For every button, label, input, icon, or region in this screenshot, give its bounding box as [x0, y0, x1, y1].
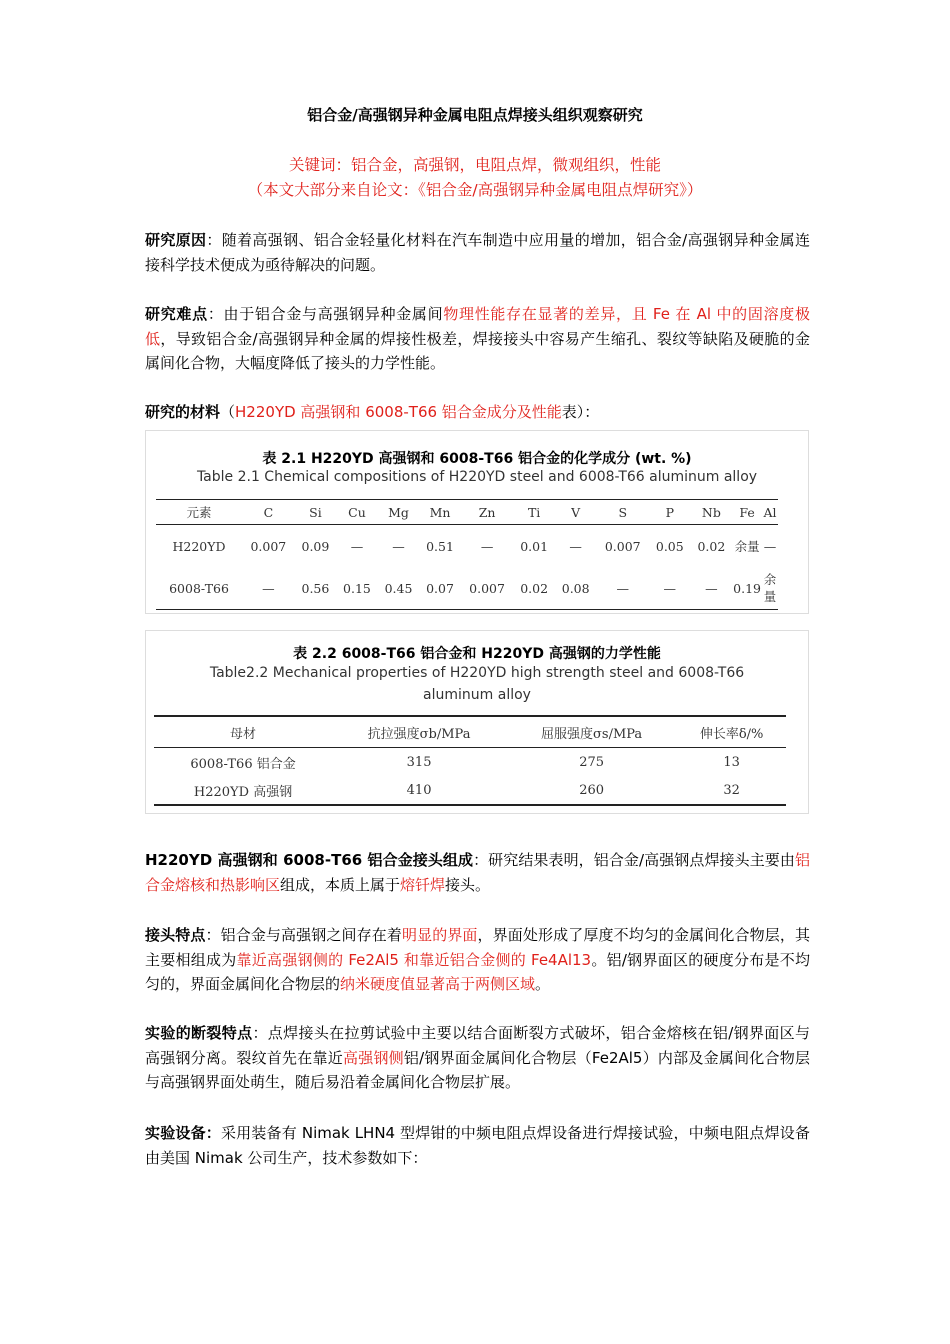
table1-caption-cn: 表 2.1 H220YD 高强钢和 6008-T66 铝合金的化学成分 (wt. %): [262, 451, 692, 467]
table-row: [154, 748, 786, 777]
fracture-label: 实验的断裂特点: [145, 1024, 253, 1042]
table1-cell: —: [691, 567, 733, 610]
table-row: [154, 776, 786, 805]
table1-cell: 0.007: [461, 567, 514, 610]
table1-cell: 0.51: [426, 538, 454, 554]
research-reason: [145, 228, 810, 277]
table1-cell: 余量: [762, 567, 778, 610]
table2-caption-en: Table2.2 Mechanical properties of H220YD high strength steel and 6008-T66: [209, 665, 745, 681]
features-label: 接头特点: [145, 926, 206, 944]
table2-caption-cn: 表 2.2 6008-T66 铝合金和 H220YD 高强钢的力学性能: [293, 646, 661, 662]
difficulty-text-2: ，导致铝合金/高强钢异种金属的焊接性极差，焊接接头中容易产生缩孔、裂纹等缺陷及硬脆的金属间化合物，大幅度降低了接头的力学性能。: [145, 329, 810, 372]
table1-cell: —: [350, 538, 364, 554]
table1-caption-en: Table 2.1 Chemical compositions of H220YD steel and 6008-T66 aluminum alloy: [196, 469, 758, 485]
composition-label: H220YD 高强钢和 6008-T66 铝合金接头组成: [145, 851, 474, 869]
materials-label: 研究的材料: [145, 403, 221, 421]
table-2-2-image: [145, 630, 809, 814]
table2-header-cell: 屈服强度σs/MPa: [506, 716, 677, 748]
page-title: 铝合金/高强钢异种金属电阻点焊接头组织观察研究: [307, 106, 643, 124]
table1-cell: 0.07: [419, 567, 461, 610]
materials-text-2: 表）：: [561, 403, 600, 421]
table2-header-cell: 伸长率δ/%: [677, 716, 786, 748]
source-note: （本文大部分来自论文：《铝合金/高强钢异种金属电阻点焊研究》）: [247, 181, 703, 199]
table1-header-cell: Mn: [419, 500, 461, 525]
table1-cell: —: [569, 538, 582, 554]
features-text: ：铝合金与高强钢之间存在着: [205, 926, 402, 944]
features-highlight-3: 纳米硬度值显著高于两侧区域: [340, 975, 536, 993]
table2-cell: 410: [332, 776, 506, 805]
keywords: 关键词：铝合金，高强钢，电阻点焊，微观组织，性能: [288, 156, 661, 174]
difficulty-label: 研究难点: [145, 305, 208, 323]
reason-label: 研究原因: [145, 231, 207, 249]
composition-highlight-2: 熔钎焊: [400, 875, 446, 894]
fracture-text: ：点焊接头在拉剪试验中主要以结合面断裂方式破坏，铝合金熔核在铝/钢界面区与高强钢分离。裂纹首先在靠近: [145, 1024, 810, 1067]
table1-cell: —: [242, 567, 295, 610]
table1-cell: 0.15: [336, 567, 378, 610]
table1-header-cell: 元素: [156, 500, 242, 525]
table1-cell: 0.02: [697, 538, 726, 554]
table1-cell: 0.08: [555, 567, 597, 610]
composition-text: ：研究结果表明，铝合金/高强钢点焊接头主要由: [473, 851, 795, 869]
table1-cell: —: [649, 567, 691, 610]
table1-cell: 6008-T66: [156, 567, 242, 610]
equipment: [145, 1121, 810, 1170]
research-materials: [145, 400, 810, 425]
table2-cell: 275: [579, 754, 605, 770]
table1-cell: 0.09: [301, 538, 330, 554]
table1-cell: 0.45: [378, 567, 420, 610]
table2-cell: 13: [723, 754, 740, 770]
table1-cell: H220YD: [172, 538, 226, 554]
table1-cell: —: [763, 538, 777, 554]
table1-cell: —: [392, 538, 405, 554]
table1-header-cell: Ti: [513, 500, 555, 525]
difficulty-text: ：由于铝合金与高强钢异种金属间: [207, 305, 444, 323]
features-highlight: 明显的界面: [401, 926, 478, 944]
table1-header-cell: Zn: [461, 500, 514, 525]
materials-highlight: H220YD 高强钢和 6008-T66 铝合金成分及性能: [235, 403, 562, 421]
table1-cell: 0.56: [295, 567, 337, 610]
features-text-2: ，界面处形成了厚度不均匀的金属间化合物层，其主要相组成为: [145, 926, 810, 969]
fracture-features: [145, 1021, 810, 1095]
equipment-label: 实验设备：: [145, 1124, 221, 1142]
difficulty-highlight: 物理性能存在显著的差异，且 Fe 在 Al 中的固溶度极低: [145, 305, 810, 348]
table1-cell: 余量: [734, 538, 760, 554]
table-2-1-image: [145, 430, 809, 614]
table-row: [156, 567, 778, 610]
features-text-4: 。: [535, 975, 551, 993]
table1-header-cell: Cu: [336, 500, 378, 525]
composition-table: [156, 499, 778, 610]
table2-caption-en-2: aluminum alloy: [423, 687, 531, 703]
mechanical-properties-table: [154, 715, 786, 806]
table1-header-cell: C: [242, 500, 295, 525]
table1-header-cell: Si: [295, 500, 337, 525]
composition-highlight: 铝合金熔核和热影响区: [145, 851, 810, 894]
table2-cell: 315: [406, 754, 432, 770]
features-highlight-2: 靠近高强钢侧的 Fe2Al5 和靠近铝合金侧的 Fe4Al13: [236, 950, 592, 969]
table2-cell: 32: [677, 776, 786, 805]
table1-header-cell: Fe: [732, 500, 762, 525]
fracture-highlight: 高强钢侧: [342, 1048, 404, 1067]
table2-cell: 260: [506, 776, 677, 805]
table1-cell: 0.01: [520, 538, 549, 554]
equipment-text: 采用装备有 Nimak LHN4 型焊钳的中频电阻点焊设备进行焊接试验，中频电阻点焊设备由美国 Nimak 公司生产，技术参数如下：: [145, 1124, 810, 1167]
table1-header-cell: V: [555, 500, 597, 525]
table2-cell: H220YD 高强钢: [154, 776, 332, 805]
table-row: [156, 525, 778, 568]
joint-features: [145, 923, 810, 997]
table1-cell: —: [480, 538, 494, 554]
table2-header-cell: 母材: [154, 716, 332, 748]
table1-cell: —: [596, 567, 649, 610]
reason-text: ：随着高强钢、铝合金轻量化材料在汽车制造中应用量的增加，铝合金/高强钢异种金属连接科学技术便成为亟待解决的问题。: [145, 231, 810, 274]
table1-cell: 0.007: [250, 538, 287, 554]
table1-header-cell: P: [649, 500, 691, 525]
materials-text: （: [220, 403, 236, 421]
table1-cell: 0.007: [604, 538, 641, 554]
table2-cell: 6008-T66 铝合金: [190, 756, 296, 772]
table1-header-cell: Mg: [378, 500, 420, 525]
table1-header-cell: Al: [762, 500, 778, 525]
composition-text-3: 接头。: [445, 875, 491, 894]
joint-composition: [145, 848, 810, 897]
fracture-text-2: 铝/钢界面金属间化合物层（Fe2Al5）内部及金属间化合物层与高强钢界面处萌生，随后易沿着金属间化合物层扩展。: [145, 1048, 810, 1091]
research-difficulty: [145, 302, 810, 376]
table1-cell: 0.02: [513, 567, 555, 610]
features-text-3: 。铝/钢界面区的硬度分布是不均匀的，界面金属间化合物层的: [145, 950, 810, 993]
table1-header-cell: S: [596, 500, 649, 525]
table1-header-cell: Nb: [691, 500, 733, 525]
table1-cell: 0.05: [655, 538, 684, 554]
table2-header-cell: 抗拉强度σb/MPa: [332, 716, 506, 748]
composition-text-2: 组成，本质上属于: [280, 875, 401, 894]
table1-cell: 0.19: [732, 567, 762, 610]
